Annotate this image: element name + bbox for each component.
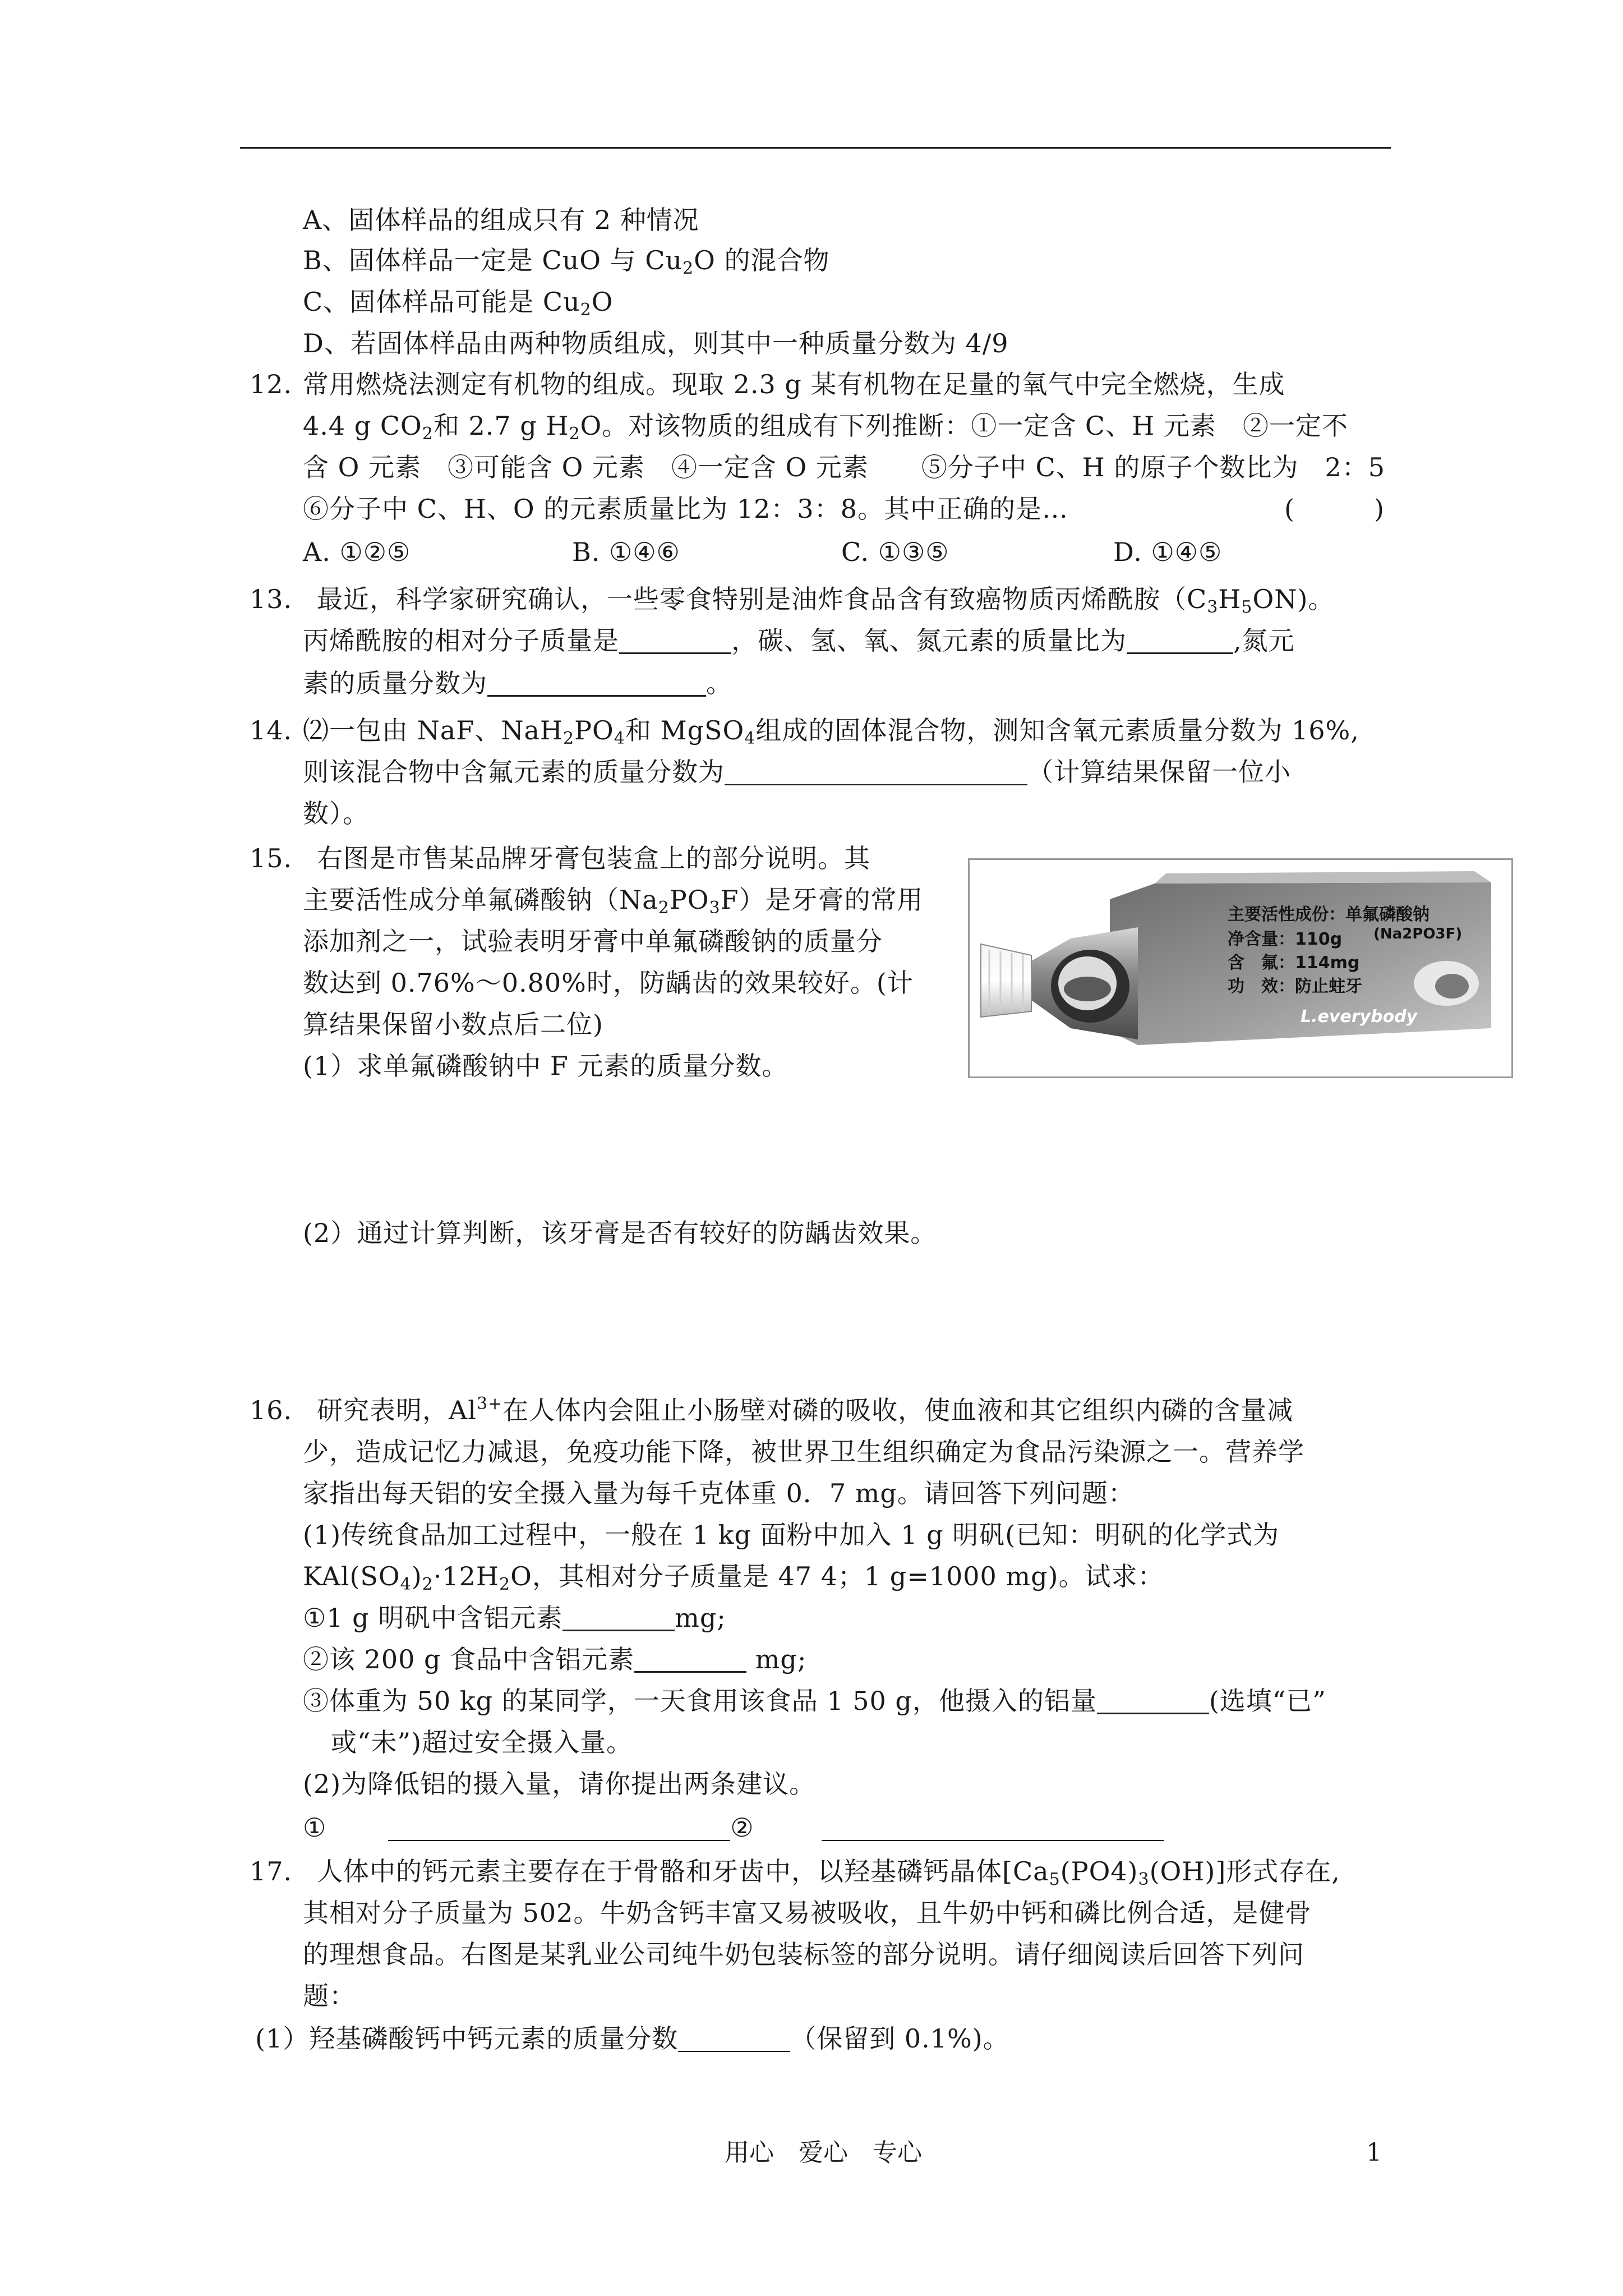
q15-subquestion-1: (1）求单氟磷酸钠中 F 元素的质量分数。 — [303, 1051, 789, 1081]
q17-number: 17. — [250, 1856, 293, 1887]
q16-line: 少，造成记忆力减退，免疫功能下降，被世界卫生组织确定为食品污染源之一。营养学 — [303, 1437, 1304, 1467]
q16-line: ① ② — [303, 1810, 1164, 1846]
q15-subquestion-2: (2）通过计算判断，该牙膏是否有较好的防龋齿效果。 — [303, 1218, 937, 1248]
footer-motto: 用心 爱心 专心 — [725, 2138, 922, 2167]
answer-parentheses: ( ) — [1284, 494, 1385, 524]
q16-line: ②该 200 g 食品中含铝元素 mg; — [303, 1644, 807, 1674]
q14-line: 则该混合物中含氟元素的质量分数为 （计算结果保留一位小 — [303, 757, 1291, 787]
q12-option-b: B. ①④⑥ — [572, 537, 680, 567]
q16-line: ①1 g 明矾中含铝元素 mg; — [303, 1603, 726, 1633]
q17-line: 的理想食品。右图是某乳业公司纯牛奶包装标签的部分说明。请仔细阅读后回答下列问 — [303, 1939, 1304, 1970]
answer-blank[interactable] — [487, 668, 706, 697]
q17-line: 其相对分子质量为 502。牛奶含钙丰富又易被吸收，且牛奶中钙和磷比例合适，是健骨 — [303, 1898, 1312, 1928]
q13-number: 13. — [250, 584, 293, 614]
answer-blank[interactable] — [725, 757, 1027, 785]
figure-net-weight: 净含量：110g — [1228, 930, 1343, 949]
q16-line: (2)为降低铝的摄入量，请你提出两条建议。 — [303, 1769, 816, 1799]
q13-line: 最近，科学家研究确认，一些零食特别是油炸食品含有致癌物质丙烯酰胺$(C_3H_5ON)$。 — [317, 584, 1335, 617]
q12-number: 12. — [250, 369, 293, 399]
q15-line: 右图是市售某品牌牙膏包装盒上的部分说明。其 — [317, 843, 870, 873]
q12-option-d: D. ①④⑤ — [1113, 537, 1223, 567]
q11-option-c: C、固体样品可能是 $Cu_2O$ — [303, 287, 614, 320]
answer-blank[interactable] — [822, 1813, 1164, 1841]
q15-line: 主要活性成分单氟磷酸钠$(Na_2PO_3F)$是牙膏的常用 — [303, 885, 924, 918]
q15-line: 算结果保留小数点后二位) — [303, 1009, 603, 1039]
q14-line: 数）。 — [303, 798, 369, 829]
q15-line: 数达到 0.76%～0.80%时，防龋齿的效果较好。(计 — [303, 968, 914, 998]
q16-line: 研究表明，$Al^{3+}$在人体内会阻止小肠壁对磷的吸收，使血液和其它组织内磷的含量减 — [317, 1394, 1294, 1425]
figure-fluorine: 含 氟：114mg — [1228, 953, 1360, 973]
q15-number: 15. — [250, 843, 293, 873]
q12-option-a: A. ①②⑤ — [303, 537, 411, 567]
q12-line: 常用燃烧法测定有机物的组成。现取 2.3 g 某有机物在足量的氧气中完全燃烧，生成 — [303, 369, 1285, 399]
answer-blank[interactable] — [634, 1644, 746, 1673]
page-number: 1 — [1366, 2138, 1382, 2167]
answer-blank[interactable] — [619, 625, 731, 654]
q17-line: (1）羟基磷酸钙中钙元素的质量分数 （保留到 0.1%)。 — [255, 2023, 1009, 2054]
q11-option-d: D、若固体样品由两种物质组成，则其中一种质量分数为 4/9 — [303, 328, 1009, 358]
q16-number: 16. — [250, 1395, 293, 1425]
q17-line: 题： — [303, 1981, 356, 2011]
q13-line: 丙烯酰胺的相对分子质量是 ，碳、氢、氧、氮元素的质量比为 ,氮元 — [303, 625, 1295, 656]
toothpaste-figure — [968, 858, 1513, 1078]
q16-line: ③体重为 50 kg 的某同学，一天食用该食品 1 50 g，他摄入的铝量 (选填“已” — [303, 1686, 1326, 1716]
figure-formula: (Na2PO3F) — [1373, 926, 1463, 942]
q14-line: ⑵一包由 NaF、$NaH_2PO_4$和 MgSO$_4$组成的固体混合物，测知含氧元素质量分数为 16%, — [303, 715, 1359, 748]
q14-number: 14. — [250, 715, 293, 746]
answer-blank[interactable] — [1127, 625, 1233, 654]
figure-brand: L.everybody — [1301, 1007, 1418, 1027]
answer-blank[interactable] — [1097, 1686, 1209, 1714]
q11-option-a: A、固体样品的组成只有 2 种情况 — [303, 205, 699, 235]
q12-line: 含 O 元素 ③可能含 O 元素 ④一定含 O 元素 ⑤分子中 C、H 的原子个数比为 2：5 — [303, 452, 1385, 482]
q16-line: $KAl(SO_4)_2\cdot 12H_2O$，其相对分子质量是 47 4；1 g=1000 mg)。试求： — [303, 1561, 1164, 1594]
q12-option-c: C. ①③⑤ — [841, 537, 949, 567]
answer-blank[interactable] — [562, 1603, 675, 1631]
q13-line: 素的质量分数为 。 — [303, 668, 732, 698]
q11-option-b: B、固体样品一定是 CuO 与 $Cu_2O$ 的混合物 — [303, 245, 830, 278]
header-rule — [240, 147, 1391, 149]
q16-line: (1)传统食品加工过程中，一般在 1 kg 面粉中加入 1 g 明矾(已知：明矾的化学式为 — [303, 1520, 1280, 1550]
q15-line: 添加剂之一，试验表明牙膏中单氟磷酸钠的质量分 — [303, 926, 883, 956]
answer-blank[interactable] — [678, 2024, 790, 2052]
q16-line: 或“未”)超过安全摄入量。 — [331, 1727, 633, 1757]
q12-line: 4.4 g $CO_2$和 2.7 g $H_2O$。对该物质的组成有下列推断：①一定含 C、H 元素 ②一定不 — [303, 411, 1348, 444]
answer-blank[interactable] — [388, 1813, 730, 1841]
q17-line: 人体中的钙元素主要存在于骨骼和牙齿中，以羟基磷钙晶体$[Ca_5(PO4)_3(OH)]$形式存在, — [317, 1856, 1340, 1889]
q12-line: ⑥分子中 C、H、O 的元素质量比为 12：3：8。其中正确的是… — [303, 494, 1068, 524]
figure-ingredient: 主要活性成份：单氟磷酸钠 — [1228, 905, 1430, 924]
q16-line: 家指出每天铝的安全摄入量为每千克体重 0．7 mg。请回答下列问题： — [303, 1478, 1135, 1508]
figure-effect: 功 效：防止蛀牙 — [1228, 977, 1362, 996]
